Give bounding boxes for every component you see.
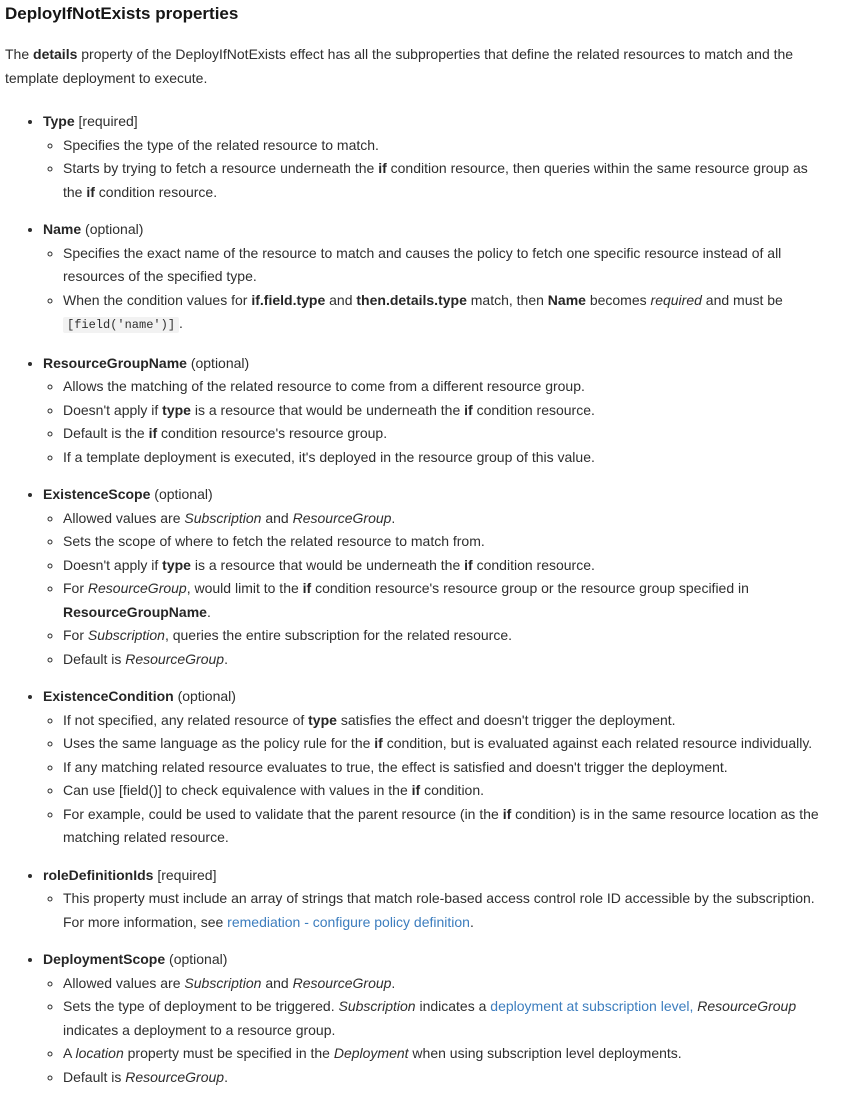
bold-text: if <box>148 425 158 441</box>
text-run: condition resource, then queries within the same resource group as the <box>63 160 808 200</box>
bold-text: Name <box>547 291 586 308</box>
italic-text: Subscription <box>87 627 165 643</box>
bold-text: type <box>162 556 191 573</box>
text-run: . <box>179 315 183 331</box>
bold-text: ResourceGroupName <box>63 603 207 620</box>
text-run: Can use [field()] to check equivalence with values in the <box>63 782 412 798</box>
property-item <box>43 352 825 470</box>
text-run: For <box>63 580 88 596</box>
bold-text: then.details.type <box>356 291 467 308</box>
text-run: If not specified, any related resource of <box>63 711 309 728</box>
text-run: . <box>469 913 474 930</box>
bold-text: if <box>302 580 312 596</box>
text-run: , queries the entire subscription for the related resource. <box>164 627 513 643</box>
property-header <box>43 110 825 134</box>
bold-text: if <box>464 401 473 418</box>
italic-text: Subscription <box>184 509 262 526</box>
property-detail <box>63 887 825 934</box>
inline-link[interactable]: deployment at subscription level, <box>490 998 694 1014</box>
property-qualifier: [required] <box>74 113 138 129</box>
text-run: Default is the <box>63 425 149 441</box>
italic-text: ResourceGroup <box>292 509 392 526</box>
text-run: satisfies the effect and doesn't trigger the deployment. <box>336 711 676 728</box>
inline-link[interactable]: remediation - configure policy definition <box>227 913 470 930</box>
property-detail <box>63 732 825 756</box>
property-detail <box>63 624 825 648</box>
text-run: Starts by trying to fetch a resource underneath the <box>63 160 379 176</box>
bold-text: if.field.type <box>251 291 326 308</box>
italic-text: ResourceGroup <box>87 580 187 596</box>
italic-text: Subscription <box>338 998 416 1014</box>
property-detail <box>63 709 825 733</box>
text-run: property must be specified in the <box>123 1045 334 1061</box>
property-qualifier: [required] <box>153 866 217 883</box>
property-item <box>43 218 825 338</box>
text-run: A <box>63 1045 76 1061</box>
text-run: When the condition values for <box>63 291 252 308</box>
text-run: indicates a deployment to a resource group. <box>63 1021 336 1038</box>
property-header <box>43 218 825 242</box>
property-detail <box>63 577 825 624</box>
property-name: roleDefinitionIds <box>43 866 154 883</box>
property-item <box>43 948 825 1089</box>
text-run: is a resource that would be underneath the <box>190 556 465 573</box>
property-item <box>43 110 825 204</box>
text-run: . <box>391 974 396 991</box>
property-name: Name <box>43 221 82 237</box>
text-run: Doesn't apply if <box>63 401 163 418</box>
property-header <box>43 685 825 709</box>
italic-text: ResourceGroup <box>292 974 392 991</box>
property-qualifier: (optional) <box>165 951 228 967</box>
italic-text: location <box>75 1045 124 1061</box>
text-run: property of the DeployIfNotExists effect has all the subproperties that define the related resources to match and the template deployment to execute. <box>5 46 794 86</box>
intro-paragraph <box>5 43 825 90</box>
property-detail <box>63 507 825 531</box>
italic-text: ResourceGroup <box>697 998 797 1014</box>
text-run: . <box>224 650 228 667</box>
property-details <box>43 972 825 1090</box>
bold-text: if <box>502 805 512 822</box>
property-name: ExistenceCondition <box>43 688 174 704</box>
property-name: DeploymentScope <box>43 951 166 967</box>
bold-text: if <box>374 735 383 751</box>
article-content <box>5 3 825 1089</box>
text-run: Specifies the type of the related resource to match. <box>63 136 379 153</box>
property-header <box>43 483 825 507</box>
text-run: . <box>391 509 396 526</box>
property-qualifier: (optional) <box>81 221 144 237</box>
text-run: and <box>261 509 293 526</box>
text-run: becomes <box>585 291 651 308</box>
property-detail <box>63 375 825 399</box>
bold-text: if <box>411 782 421 798</box>
text-run: is a resource that would be underneath the <box>190 401 465 418</box>
italic-text: ResourceGroup <box>125 650 225 667</box>
italic-text: required <box>650 291 702 308</box>
text-run: condition. <box>420 782 485 798</box>
property-qualifier: (optional) <box>173 688 236 704</box>
property-name: ExistenceScope <box>43 486 151 502</box>
text-run: condition resource. <box>472 401 595 418</box>
property-detail <box>63 157 825 204</box>
property-detail <box>63 779 825 803</box>
text-run: Sets the type of deployment to be triggered. <box>63 998 339 1014</box>
property-details <box>43 887 825 934</box>
italic-text: Deployment <box>333 1045 409 1061</box>
text-run: condition resource. <box>472 556 595 573</box>
text-run: Default is <box>63 1068 126 1085</box>
text-run: , would limit to the <box>186 580 303 596</box>
text-run: Sets the scope of where to fetch the related resource to match from. <box>63 533 485 549</box>
property-item <box>43 483 825 671</box>
property-detail <box>63 530 825 554</box>
property-detail <box>63 803 825 850</box>
property-detail <box>63 1042 825 1066</box>
text-run: condition, but is evaluated against each related resource individually. <box>382 735 813 751</box>
text-run: match, then <box>466 291 548 308</box>
text-run: and <box>325 291 357 308</box>
text-run: and must be <box>701 291 783 308</box>
bold-text: if <box>464 556 473 573</box>
text-run: The <box>5 46 34 62</box>
text-run: Doesn't apply if <box>63 556 163 573</box>
property-name: Type <box>43 113 75 129</box>
property-detail <box>63 995 825 1042</box>
text-run: . <box>224 1068 228 1085</box>
bold-text: type <box>162 401 191 418</box>
property-details <box>43 242 825 338</box>
page-title: DeployIfNotExists properties <box>5 4 239 23</box>
property-detail <box>63 289 825 338</box>
text-run: condition) is in the same resource location as the matching related resource. <box>63 805 819 845</box>
property-detail <box>63 422 825 446</box>
text-run: Default is <box>63 650 126 667</box>
properties-list <box>5 110 825 1089</box>
text-run: condition resource. <box>94 183 218 200</box>
text-run: condition resource's resource group or the resource group specified in <box>311 580 749 596</box>
property-item <box>43 685 825 850</box>
property-details <box>43 507 825 672</box>
property-detail <box>63 554 825 578</box>
property-header <box>43 864 825 888</box>
property-details <box>43 375 825 469</box>
property-qualifier: (optional) <box>150 486 213 502</box>
property-detail <box>63 446 825 470</box>
property-detail <box>63 134 825 158</box>
text-run: and <box>261 974 293 991</box>
inline-code: [field('name')] <box>63 317 179 333</box>
text-run: This property must include an array of strings that match role-based access control role ID accessible by the subscription. For more information, see <box>63 890 815 930</box>
text-run: If a template deployment is executed, it's deployed in the resource group of this value. <box>63 448 595 465</box>
bold-text: type <box>308 711 337 728</box>
property-detail <box>63 399 825 423</box>
text-run: For <box>63 627 88 643</box>
bold-text: if <box>378 160 387 176</box>
text-run: indicates a <box>415 998 491 1014</box>
bold-text: details <box>33 46 78 62</box>
property-header <box>43 352 825 376</box>
bold-text: if <box>86 183 95 200</box>
property-qualifier: (optional) <box>186 354 250 371</box>
text-run: Specifies the exact name of the resource to match and causes the policy to fetch one specific resource instead of all resources of the specified type. <box>63 244 782 284</box>
property-details <box>43 134 825 205</box>
text-run: when using subscription level deployments. <box>408 1045 682 1061</box>
text-run: Allowed values are <box>63 509 185 526</box>
text-run: Allowed values are <box>63 974 185 991</box>
property-detail <box>63 1066 825 1090</box>
italic-text: ResourceGroup <box>125 1068 225 1085</box>
property-detail <box>63 242 825 289</box>
property-name: ResourceGroupName <box>43 354 187 371</box>
text-run: Allows the matching of the related resource to come from a different resource group. <box>63 378 585 394</box>
property-header <box>43 948 825 972</box>
text-run: For example, could be used to validate that the parent resource (in the <box>63 805 503 822</box>
text-run: If any matching related resource evaluates to true, the effect is satisfied and doesn't trigger the deployment. <box>63 758 728 775</box>
property-detail <box>63 648 825 672</box>
italic-text: Subscription <box>184 974 262 991</box>
property-details <box>43 709 825 850</box>
text-run: . <box>206 603 211 620</box>
property-detail <box>63 756 825 780</box>
text-run: Uses the same language as the policy rule for the <box>63 735 375 751</box>
property-detail <box>63 972 825 996</box>
property-item <box>43 864 825 935</box>
text-run: condition resource's resource group. <box>157 425 388 441</box>
